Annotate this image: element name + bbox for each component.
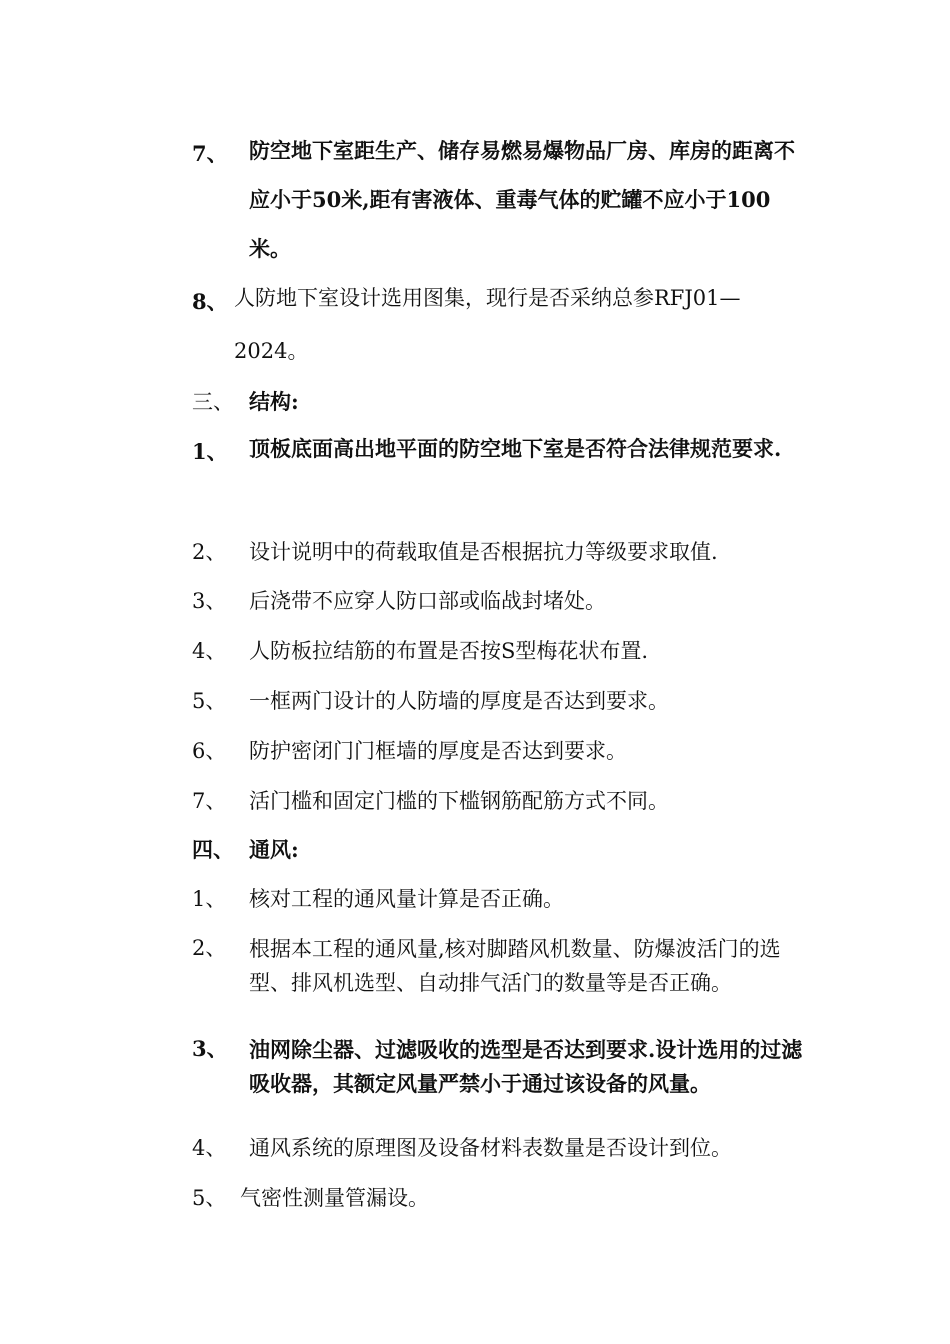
item-text: 根据本工程的通风量,核对脚踏风机数量、防爆波活门的选型、排风机选型、自动排气活门的数量等是否正确。 [249, 937, 781, 995]
item-number: 5、 [192, 689, 227, 713]
item-number: 4、 [192, 639, 227, 663]
section-number: 三、 [192, 390, 234, 414]
item-text: 顶板底面高出地平面的防空地下室是否符合法律规范要求. [249, 436, 782, 461]
item-number: 7、 [192, 789, 227, 813]
item-number: 2、 [192, 540, 227, 564]
item-number: 5、 [192, 1186, 227, 1210]
item-number: 1、 [192, 887, 227, 911]
item-text: 气密性测量管漏设。 [240, 1186, 429, 1210]
item-text: 后浇带不应穿人防口部或临战封堵处。 [249, 589, 606, 613]
item-number: 2、 [192, 936, 227, 960]
item-text: 核对工程的通风量计算是否正确。 [249, 887, 564, 911]
section-number: 四、 [192, 837, 234, 862]
item-number: 3、 [192, 1036, 228, 1061]
item-number: 6、 [192, 739, 227, 763]
item-text: 通风系统的原理图及设备材料表数量是否设计到位。 [249, 1136, 732, 1160]
section-title: 结构: [249, 389, 299, 414]
item-number: 3、 [192, 589, 227, 613]
item-text: 防护密闭门门框墙的厚度是否达到要求。 [249, 739, 627, 763]
item-text: 油网除尘器、过滤吸收的选型是否达到要求.设计选用的过滤吸收器，其额定风量严禁小于通过该设备的风量。 [249, 1037, 803, 1096]
item-number: 7、 [192, 141, 228, 166]
item-text: 人防地下室设计选用图集，现行是否采纳总参RFJ01—2024。 [234, 286, 741, 363]
item-number: 8、 [192, 289, 228, 314]
item-text: 一框两门设计的人防墙的厚度是否达到要求。 [249, 689, 669, 713]
section-title: 通风: [249, 837, 299, 862]
item-number: 1、 [192, 439, 228, 464]
item-text: 设计说明中的荷载取值是否根据抗力等级要求取值. [249, 540, 718, 564]
item-number: 4、 [192, 1136, 227, 1160]
item-text: 人防板拉结筋的布置是否按S型梅花状布置. [249, 639, 649, 663]
item-text: 防空地下室距生产、储存易燃易爆物品厂房、库房的距离不应小于50米,距有害液体、重毒气体的贮罐不应小于100米。 [249, 138, 795, 261]
item-text: 活门槛和固定门槛的下槛钢筋配筋方式不同。 [249, 789, 669, 813]
